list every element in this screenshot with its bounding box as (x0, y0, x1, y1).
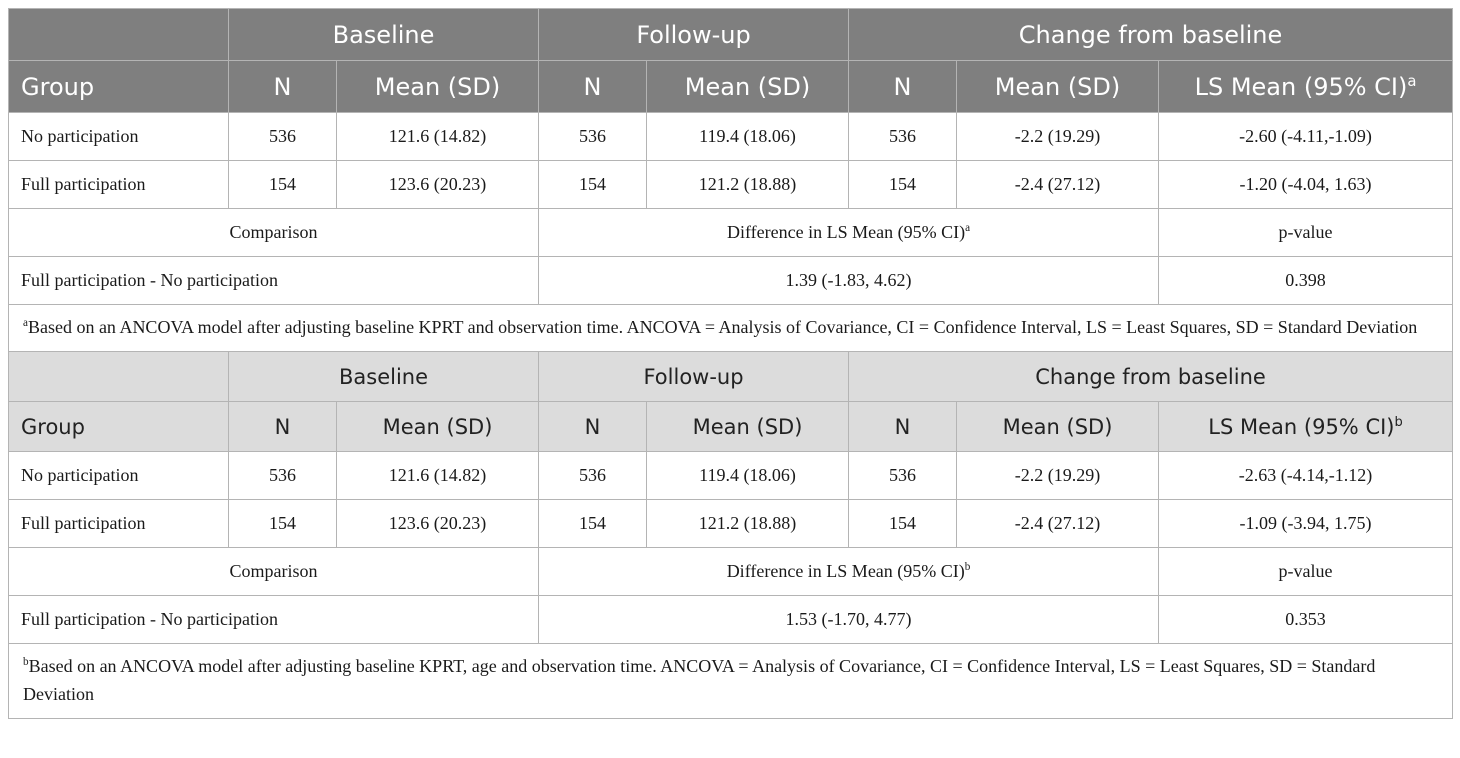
footnote-marker: a (1407, 71, 1417, 90)
cell-ls-mean: -2.60 (-4.11,-1.09) (1159, 113, 1453, 161)
table1-header-columns (9, 61, 1453, 113)
header-baseline: Baseline (229, 352, 539, 402)
header-n: N (539, 402, 647, 452)
cell-group: Full participation (9, 161, 229, 209)
difference-value: 1.53 (-1.70, 4.77) (539, 596, 1159, 644)
cell-group: Full participation (9, 500, 229, 548)
cell-n: 536 (229, 452, 337, 500)
header-ls-mean (1159, 61, 1453, 113)
cell-n: 536 (539, 452, 647, 500)
comparison-header-row (9, 209, 1453, 257)
comparison-row (9, 257, 1453, 305)
header-change-from-baseline: Change from baseline (849, 352, 1453, 402)
difference-label-text: Difference in LS Mean (95% CI) (727, 222, 966, 242)
footnote (9, 305, 1453, 352)
cell-n: 536 (849, 113, 957, 161)
cell-n: 154 (229, 161, 337, 209)
p-value-label: p-value (1159, 209, 1453, 257)
cell-mean-sd: -2.2 (19.29) (957, 113, 1159, 161)
cell-mean-sd: 121.2 (18.88) (647, 161, 849, 209)
header-ls-mean-label: LS Mean (95% CI) (1208, 414, 1395, 439)
header-mean-sd: Mean (SD) (647, 402, 849, 452)
cell-mean-sd: 123.6 (20.23) (337, 500, 539, 548)
cell-ls-mean: -2.63 (-4.14,-1.12) (1159, 452, 1453, 500)
table1-header-groups (9, 9, 1453, 61)
cell-n: 154 (229, 500, 337, 548)
cell-n: 154 (849, 500, 957, 548)
difference-value: 1.39 (-1.83, 4.62) (539, 257, 1159, 305)
header-n: N (849, 61, 957, 113)
header-mean-sd: Mean (SD) (647, 61, 849, 113)
header-n: N (229, 61, 337, 113)
comparison-groups: Full participation - No participation (9, 596, 539, 644)
cell-mean-sd: -2.2 (19.29) (957, 452, 1159, 500)
cell-n: 154 (539, 161, 647, 209)
results-table (8, 8, 1453, 719)
footnote-row (9, 644, 1453, 719)
footnote-text: Based on an ANCOVA model after adjusting baseline KPRT and observation time. ANCOVA = Analysis of Covariance, CI = Confidence Interval, LS = Least Squares, SD = Standard Deviation (27, 317, 1418, 337)
difference-label (539, 209, 1159, 257)
table-row (9, 500, 1453, 548)
header-n: N (539, 61, 647, 113)
footnote-marker: a (965, 222, 971, 234)
cell-mean-sd: 121.6 (14.82) (337, 452, 539, 500)
cell-n: 536 (539, 113, 647, 161)
cell-mean-sd: 121.2 (18.88) (647, 500, 849, 548)
cell-mean-sd: 119.4 (18.06) (647, 113, 849, 161)
footnote-marker: b (964, 561, 971, 573)
table-row (9, 452, 1453, 500)
table2-header-columns (9, 402, 1453, 452)
cell-n: 536 (849, 452, 957, 500)
header-group: Group (9, 402, 229, 452)
comparison-row (9, 596, 1453, 644)
difference-label (539, 548, 1159, 596)
cell-group: No participation (9, 113, 229, 161)
header-empty-cell (9, 352, 229, 402)
cell-ls-mean: -1.20 (-4.04, 1.63) (1159, 161, 1453, 209)
header-baseline: Baseline (229, 9, 539, 61)
header-change-from-baseline: Change from baseline (849, 9, 1453, 61)
header-mean-sd: Mean (SD) (957, 402, 1159, 452)
header-n: N (849, 402, 957, 452)
cell-n: 536 (229, 113, 337, 161)
header-n: N (229, 402, 337, 452)
cell-n: 154 (849, 161, 957, 209)
cell-mean-sd: -2.4 (27.12) (957, 500, 1159, 548)
footnote-marker: b (23, 656, 29, 668)
footnote-row (9, 305, 1453, 352)
header-mean-sd: Mean (SD) (957, 61, 1159, 113)
footnote-marker: b (1394, 414, 1403, 430)
header-follow-up: Follow-up (539, 9, 849, 61)
header-ls-mean-label: LS Mean (95% CI) (1194, 72, 1408, 101)
cell-ls-mean: -1.09 (-3.94, 1.75) (1159, 500, 1453, 548)
comparison-header-row (9, 548, 1453, 596)
footnote (9, 644, 1453, 719)
cell-mean-sd: 121.6 (14.82) (337, 113, 539, 161)
table2-header-groups (9, 352, 1453, 402)
header-ls-mean (1159, 402, 1453, 452)
cell-mean-sd: 119.4 (18.06) (647, 452, 849, 500)
results-tables (8, 8, 1452, 719)
cell-group: No participation (9, 452, 229, 500)
header-empty-cell (9, 9, 229, 61)
cell-mean-sd: -2.4 (27.12) (957, 161, 1159, 209)
header-follow-up: Follow-up (539, 352, 849, 402)
table-row (9, 113, 1453, 161)
header-mean-sd: Mean (SD) (337, 61, 539, 113)
footnote-marker: a (23, 317, 28, 329)
p-value-label: p-value (1159, 548, 1453, 596)
header-group: Group (9, 61, 229, 113)
comparison-label: Comparison (9, 548, 539, 596)
comparison-label: Comparison (9, 209, 539, 257)
footnote-text: Based on an ANCOVA model after adjusting baseline KPRT, age and observation time. ANCOVA = Analysis of Covariance, CI = Confidence Interval, LS = Least Squares, SD = Standard Deviation (23, 656, 1376, 704)
comparison-groups: Full participation - No participation (9, 257, 539, 305)
difference-label-text: Difference in LS Mean (95% CI) (726, 561, 965, 581)
header-mean-sd: Mean (SD) (337, 402, 539, 452)
table-row (9, 161, 1453, 209)
cell-mean-sd: 123.6 (20.23) (337, 161, 539, 209)
p-value: 0.353 (1159, 596, 1453, 644)
p-value: 0.398 (1159, 257, 1453, 305)
cell-n: 154 (539, 500, 647, 548)
